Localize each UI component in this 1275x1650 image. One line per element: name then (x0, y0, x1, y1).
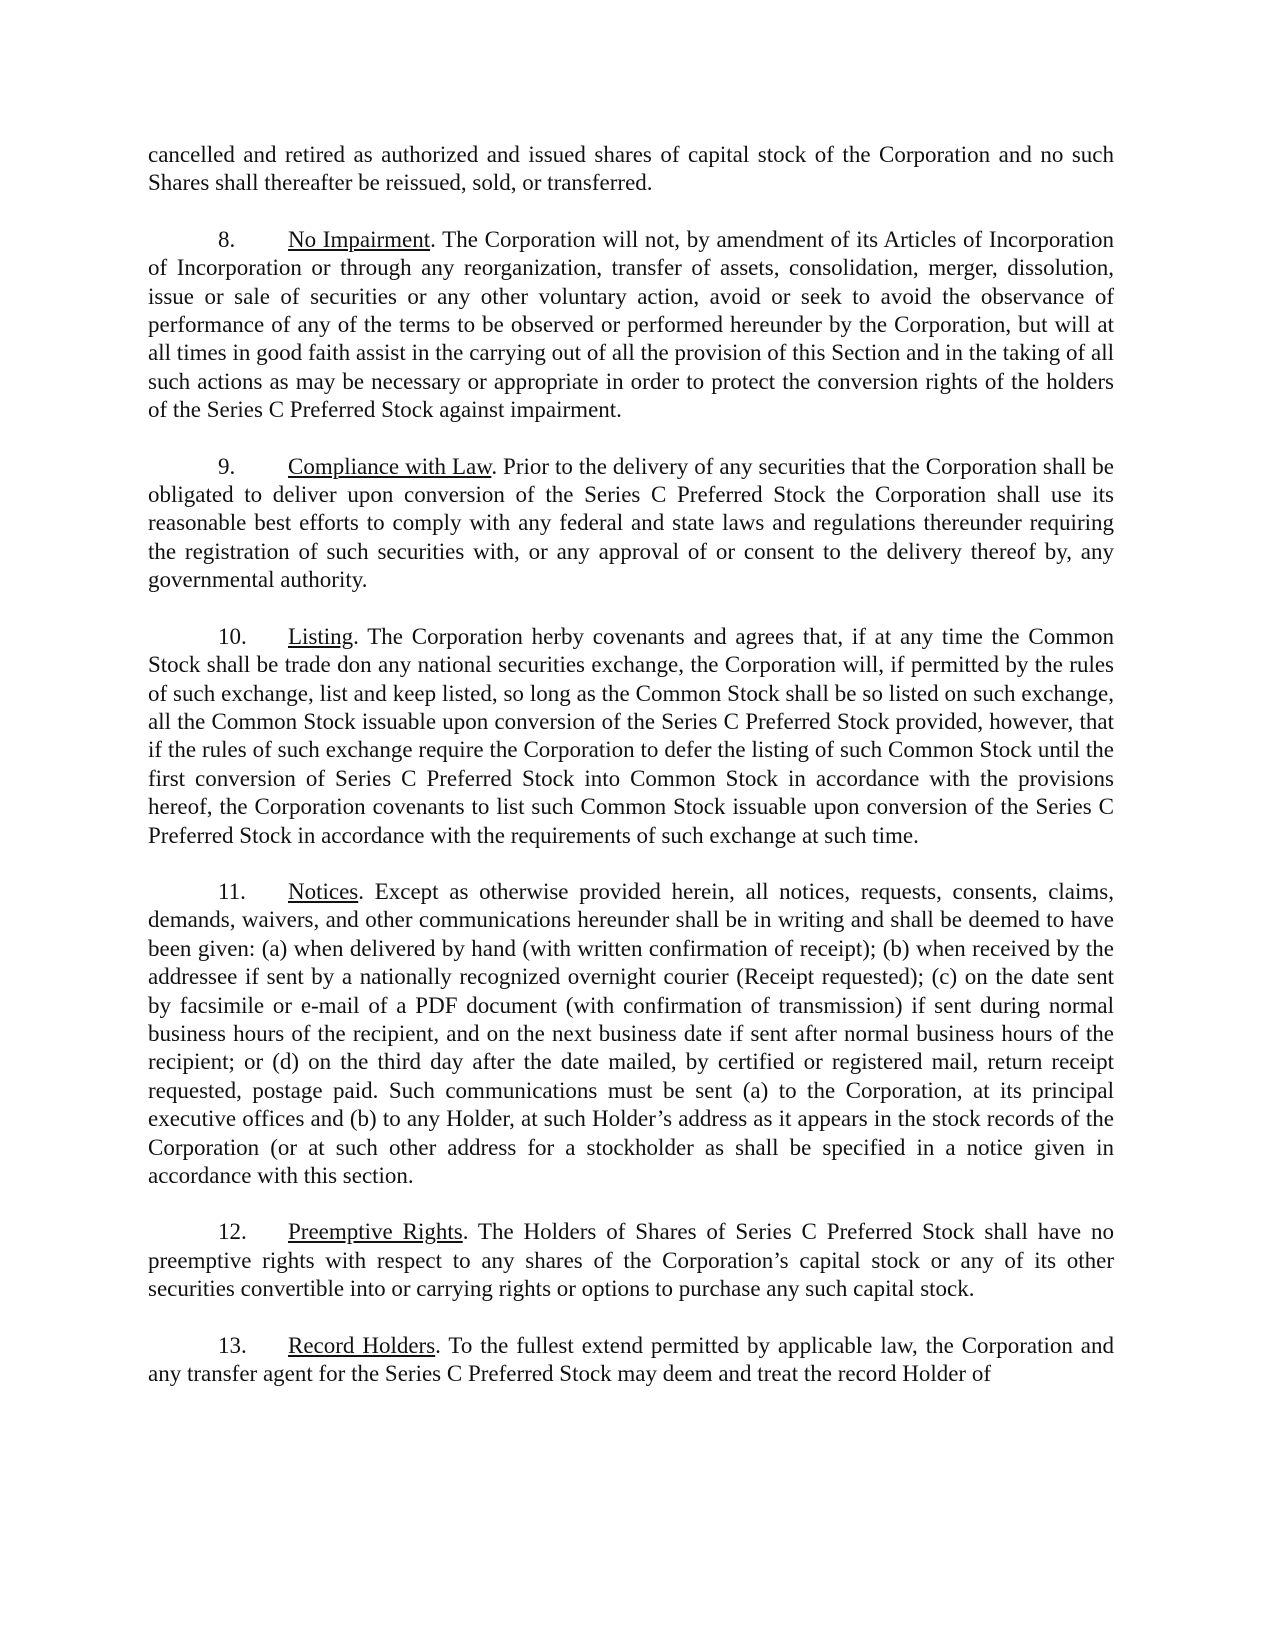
section-body: . The Corporation herby covenants and agrees that, if at any time the Common Stock shall be trade don any national securities exchange, the Corporation will, if permitted by the rules of such exchange, list and keep listed, so long as the Common Stock shall be so listed on such exchange, all the Common Stock issuable upon conversion of the Series C Preferred Stock provided, however, that if the rules of such exchange require the Corporation to defer the listing of such Common Stock until the first conversion of Series C Preferred Stock into Common Stock in accordance with the provisions hereof, the Corporation covenants to list such Common Stock issuable upon conversion of the Series C Preferred Stock in accordance with the requirements of such exchange at such time. (148, 623, 1114, 848)
section-number: 11. (218, 878, 246, 904)
section-12-paragraph (148, 1218, 1114, 1303)
section-13-paragraph (148, 1332, 1114, 1389)
section-9-paragraph (148, 453, 1114, 595)
document-body (148, 141, 1114, 1416)
section-body: . Except as otherwise provided herein, all notices, requests, consents, claims, demands, waivers, and other communications hereunder shall be in writing and shall be deemed to have been given: (a) when delivered by hand (with written confirmation of receipt); (b) when received by the addressee if sent by a nationally recognized overnight courier (Receipt requested); (c) on the date sent by facsimile or e-mail of a PDF document (with confirmation of transmission) if sent during normal business hours of the recipient, and on the next business date if sent after normal business hours of the recipient; or (d) on the third day after the date mailed, by certified or registered mail, return receipt requested, postage paid. Such communications must be sent (a) to the Corporation, at its principal executive offices and (b) to any Holder, at such Holder’s address as it appears in the stock records of the Corporation (or at such other address for a stockholder as shall be specified in a notice given in accordance with this section. (148, 878, 1114, 1188)
section-heading: No Impairment (288, 226, 431, 252)
section-number: 9. (218, 453, 236, 479)
section-number: 8. (218, 226, 236, 252)
section-heading: Compliance with Law (288, 453, 492, 479)
section-heading: Notices (288, 878, 359, 904)
section-number: 10. (218, 623, 247, 649)
section-heading: Preemptive Rights (288, 1219, 463, 1245)
continuation-paragraph: cancelled and retired as authorized and issued shares of capital stock of the Corporation and no such Shares shall thereafter be reissued, sold, or transferred. (148, 142, 1114, 196)
section-number: 12. (218, 1219, 247, 1245)
section-body: . To the fullest extend permitted by applicable law, the Corporation and any transfer agent for the Series C Preferred Stock may deem and treat the record Holder of (148, 1332, 1114, 1387)
section-body: . Prior to the delivery of any securities that the Corporation shall be obligated to deliver upon conversion of the Series C Preferred Stock the Corporation shall use its reasonable best efforts to comply with any federal and state laws and regulations thereunder requiring the registration of such securities with, or any approval of or consent to the delivery thereof by, any governmental authority. (148, 453, 1115, 593)
section-10-paragraph (148, 623, 1114, 850)
section-body: . The Holders of Shares of Series C Preferred Stock shall have no preemptive rights with respect to any shares of the Corporation’s capital stock or any of its other securities convertible into or carrying rights or options to purchase any such capital stock. (148, 1219, 1114, 1302)
section-heading: Listing (288, 623, 354, 649)
section-body: . The Corporation will not, by amendment of its Articles of Incorporation of Incorporation or through any reorganization, transfer of assets, consolidation, merger, dissolution, issue or sale of securities or any other voluntary action, avoid or seek to avoid the observance of performance of any of the terms to be observed or performed hereunder by the Corporation, but will at all times in good faith assist in the carrying out of all the provision of this Section and in the taking of all such actions as may be necessary or appropriate in order to protect the conversion rights of the holders of the Series C Preferred Stock against impairment. (148, 226, 1115, 423)
section-number: 13. (218, 1332, 247, 1358)
section-8-paragraph (148, 226, 1114, 425)
section-heading: Record Holders (288, 1332, 436, 1358)
section-11-paragraph (148, 878, 1114, 1190)
